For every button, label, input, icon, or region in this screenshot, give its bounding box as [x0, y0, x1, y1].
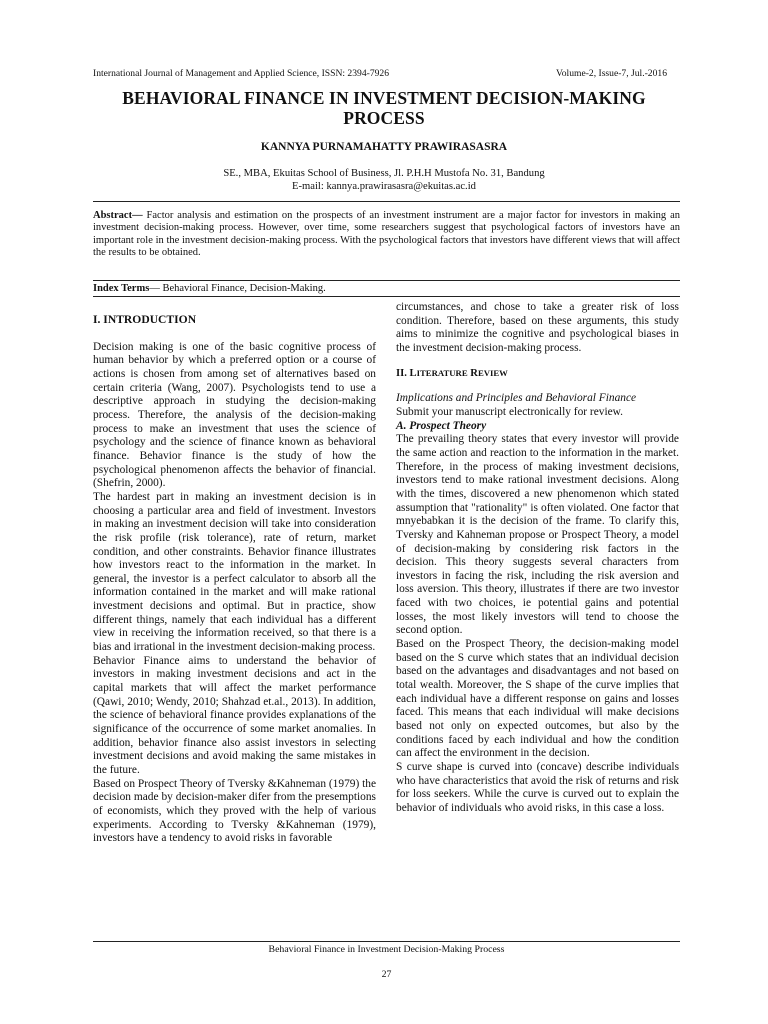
- paragraph: S curve shape is curved into (concave) describe individuals who have characteristics that avoid the risk of returns and risk for loss seekers. While the curve is curved out to explain the behavior of individuals who avoid risks, in this case a loss.: [396, 761, 679, 814]
- paragraph: Decision making is one of the basic cognitive process of human behavior by which a preferred option or a course of actions is chosen from among set of alternatives based on certain criteria (Wang, 2007). Psychologists tend to use a descriptive approach in studying the decision-making process. Therefore, the analysis of the decision-making process to make an investment that uses the science of psychology and the science of finance known as behavioral finance. Behavior finance is the study of how the psychological phenomenon affects the behavior of financial. (Shefrin, 2000).: [93, 340, 376, 490]
- abstract-label: Abstract—: [93, 210, 143, 221]
- paragraph: The hardest part in making an investment decision is in choosing a particular area and field of investment. Investors in making an investment decision will take into consideration the risk profile (risk tolerance), rate of return, market condition, and other constraints. Behavior finance illustrates how investors react to the information in the market. In general, the investor is a perfect calculator to absorb all the information contained in the market and will make rational investment decisions and optimal. But in practice, show different things, namely that each individual has a different view in receiving the information received, so that there is a bias and irrational in the investment decision-making process.: [93, 490, 376, 654]
- index-terms: [93, 283, 680, 295]
- journal-name: International Journal of Management and Applied Science, ISSN: 2394-7926: [93, 68, 390, 79]
- affiliation: SE., MBA, Ekuitas School of Business, Jl. P.H.H Mustofa No. 31, Bandung: [223, 168, 545, 179]
- submit-note: Submit your manuscript electronically for review.: [396, 405, 624, 418]
- abstract-text: Factor analysis and estimation on the prospects of an investment instrument are a major factor for investors in making an investment decision-making process. However, over time, some researchers suggest that psychological factors of investors have an important role in the investment decision-making process. With the psychological factors that investors have different views that will affect the results to be obtained.: [93, 210, 680, 259]
- heading-smallcaps: EVIEW: [477, 367, 508, 378]
- paper-title-line-2: PROCESS: [343, 108, 425, 128]
- paragraph: Based on the Prospect Theory, the decision-making model based on the S curve which states that an individual decision based on the advantages and disadvantages and not based on total wealth. Moreover, the S shape of the curve implies that each individual have a different response on gains and losses faced. This means that each individual will make decisions based not only on expected outcomes, but also by the conditions faced by each individual and how the condition can affect the environment in the decision.: [396, 638, 679, 760]
- footer-rule: [93, 941, 680, 942]
- right-column: [396, 301, 679, 816]
- heading-mid: R: [467, 367, 478, 379]
- paper-title: [93, 88, 675, 128]
- paragraph: Based on Prospect Theory of Tversky &Kahneman (1979) the decision made by decision-maker difer from the presemptions of economists, which they proved with the help of various experiments. According to Tversky &Kahneman (1979), investors have a tendency to avoid risks in favorable: [93, 777, 377, 845]
- author-name: KANNYA PURNAMAHATTY PRAWIRASASRA: [260, 141, 508, 153]
- heading-prefix: II. L: [396, 367, 417, 379]
- index-terms-bottom-rule: [93, 296, 680, 297]
- running-header: [93, 68, 667, 80]
- author-affiliation-block: [93, 167, 675, 193]
- abstract-top-rule: [93, 201, 680, 202]
- paragraph: The prevailing theory states that every investor will provide the same action and reaction to the information in the market. Therefore, in the process of making investment decisions, investors tend to make rational investment decisions. Along with the times, discovered a new phenomenon which stated assumption that "rationality" is often violated. One factor that mnyebabkan it is the decision of the frame. To clarify this, Tversky and Kahneman propose or Prospect Theory, a model of decision-making by considering risk factors in the decision. This theory suggests several characters from investors in facing the risk, including the risk aversion and loss aversion. This theory, illustrates if there are two investor faced with two choices, ie potential gains and potential losses, the most likely investors will tend to choose the second option.: [396, 433, 679, 637]
- index-terms-text: — Behavioral Finance, Decision-Making.: [149, 283, 326, 294]
- paper-title-line-1: BEHAVIORAL FINANCE IN INVESTMENT DECISION-MAKING: [122, 88, 646, 108]
- index-terms-label: Index Terms: [93, 283, 150, 294]
- page-number: 27: [381, 969, 392, 980]
- section-heading-literature-review: [396, 367, 679, 381]
- paragraph-continuation: circumstances, and chose to take a greater risk of loss condition. Therefore, based on these arguments, this study aims to minimize the cognitive and psychological biases in the investment decision-making process.: [396, 301, 679, 354]
- volume-issue: Volume-2, Issue-7, Jul.-2016: [556, 68, 667, 79]
- index-terms-top-rule: [93, 280, 680, 281]
- left-column: [93, 301, 376, 846]
- author-email: E-mail: kannya.prawirasasra@ekuitas.ac.id: [292, 181, 476, 192]
- section-heading-introduction: I. INTRODUCTION: [93, 313, 197, 326]
- abstract: [93, 210, 680, 260]
- subsection-heading-prospect-theory: A. Prospect Theory: [396, 419, 487, 432]
- paragraph: Behavior Finance aims to understand the behavior of investors in making investment decisions and act in the capital markets that will affect the market performance (Qawi, 2010; Wendy, 2010; Shahzad et.al., 2013). In addition, the science of behavioral finance provides explanations of the significance of the occurrence of some market anomalies. In addition, behavior finance also assist investors in selecting investment decisions and avoid making the same mistakes in the future.: [93, 654, 376, 776]
- heading-smallcaps: ITERATURE: [416, 367, 468, 378]
- subheading-implications: Implications and Principles and Behavioral Finance: [396, 392, 637, 405]
- footer-running-title: Behavioral Finance in Investment Decision-Making Process: [268, 944, 505, 955]
